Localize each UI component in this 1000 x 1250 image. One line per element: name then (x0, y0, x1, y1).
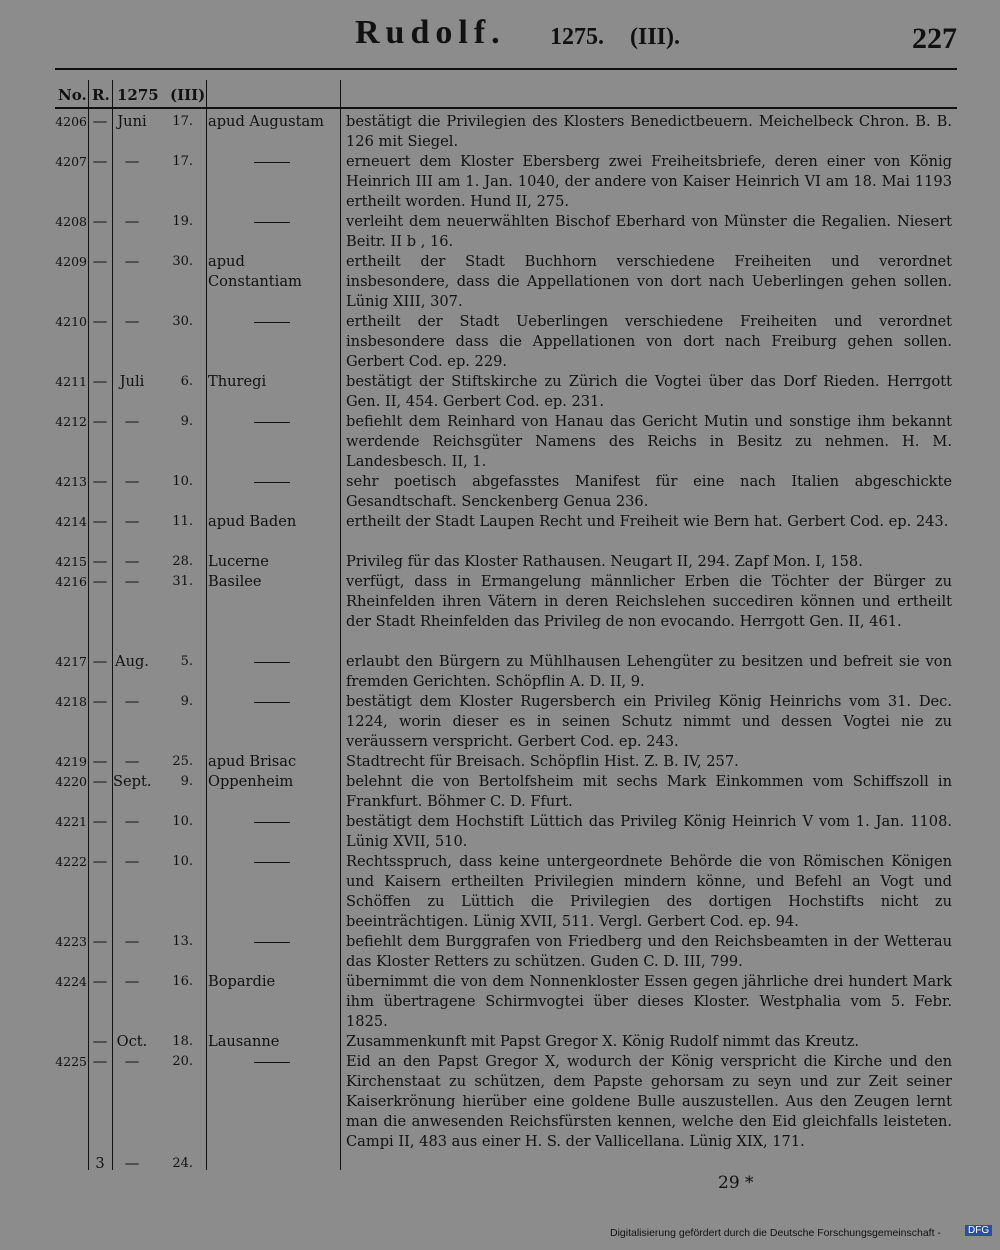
entry-number: 4209 (55, 254, 87, 269)
regest-text: Eid an den Papst Gregor X, wodurch der König verspricht die Kirche und den Kirchenstaat zu schützen, dem Papste gehorsam zu seyn und zur Zeit seiner Kaiserkrönung hierüber eine goldene Bulle auszustellen. Aus den Zeugen lernt man die anwesenden Reichsfürsten kennen, welche den Eid gleichfalls leisteten. Campi II, 483 aus einer H. S. der Vallicellana. Lünig XIX, 171. (346, 1053, 952, 1150)
day: 30. (172, 254, 193, 269)
regest-mark: — (92, 513, 108, 530)
table-head-rule (55, 107, 957, 109)
month: — (124, 693, 140, 710)
entry-number: 4210 (55, 314, 87, 329)
regest-mark: — (92, 1053, 108, 1070)
regest-mark: — (92, 113, 108, 130)
day: 30. (172, 314, 193, 329)
place: apud Brisac (208, 753, 297, 770)
regest-text: verleiht dem neuerwählten Bischof Eberhard von Münster die Regalien. Niesert Beitr. II b , 16. (346, 213, 952, 250)
day: 28. (172, 554, 193, 569)
entry-number: 4223 (55, 934, 87, 949)
regest-mark: — (92, 153, 108, 170)
month: Oct. (116, 1033, 148, 1050)
place: Bopardie (208, 973, 276, 990)
place: Oppenheim (208, 773, 294, 790)
day: 9. (180, 414, 193, 429)
regest-text: bestätigt dem Kloster Rugersberch ein Privileg König Heinrichs vom 31. Dec. 1224, worin dieser es in seinen Schutz nimmt und dessen Vogtei nie zu veräussern verspricht. Gerbert Cod. ep. 243. (346, 693, 952, 750)
day: 19. (172, 214, 193, 229)
month: Juli (119, 373, 145, 390)
entry-number: 4207 (55, 154, 87, 169)
digitization-note: Digitalisierung gefördert durch die Deutsche Forschungsgemeinschaft - (610, 1227, 941, 1239)
month: — (124, 573, 140, 590)
month: — (124, 253, 140, 270)
regest-text: befiehlt dem Burggrafen von Friedberg und den Reichsbeamten in der Wetterau das Kloster Retters zu schützen. Guden C. D. III, 799. (346, 933, 952, 970)
regest-mark: — (92, 753, 108, 770)
month: — (124, 1053, 140, 1070)
regest-mark: — (92, 693, 108, 710)
ditto-place-line (254, 482, 290, 483)
ditto-place-line (254, 702, 290, 703)
day: 24. (172, 1156, 193, 1171)
place: Thuregi (208, 373, 267, 390)
col-divider (206, 80, 207, 1170)
regest-mark: — (92, 1033, 108, 1050)
page-title: Rudolf. (355, 14, 506, 51)
entry-number: 4218 (55, 694, 87, 709)
day: 10. (172, 474, 193, 489)
entry-number: 4213 (55, 474, 87, 489)
place: apud Augustam (208, 113, 324, 130)
month: — (124, 473, 140, 490)
regest-mark: — (92, 853, 108, 870)
header-rule (55, 68, 957, 70)
day: 9. (180, 774, 193, 789)
regest-text: übernimmt die von dem Nonnenkloster Essen gegen jährliche drei hundert Mark ihm übertragene Schirmvogtei über dieses Kloster. Westphalia vom 5. Febr. 1825. (346, 973, 952, 1030)
entry-number: 4211 (55, 374, 87, 389)
day: 16. (172, 974, 193, 989)
place: Basilee (208, 573, 262, 590)
month: — (124, 413, 140, 430)
regest-text: Stadtrecht für Breisach. Schöpflin Hist. Z. B. IV, 257. (346, 753, 739, 770)
place: Lucerne (208, 553, 269, 570)
entry-number: 4224 (55, 974, 87, 989)
month: Sept. (113, 773, 152, 790)
place: apud Constantiam (208, 253, 302, 290)
regest-mark: — (92, 313, 108, 330)
regest-mark: — (92, 933, 108, 950)
col-divider (340, 80, 341, 1170)
entry-number: 4216 (55, 574, 87, 589)
regest-text: erneuert dem Kloster Ebersberg zwei Freiheitsbriefe, deren einer von König Heinrich III am 1. Jan. 1040, der andere von Kaiser Heinrich VI am 18. Mai 1193 ertheilt worden. Hund II, 275. (346, 153, 952, 210)
month: — (124, 853, 140, 870)
ditto-place-line (254, 662, 290, 663)
regest-text: bestätigt der Stiftskirche zu Zürich die Vogtei über das Dorf Rieden. Herrgott Gen. II, 454. Gerbert Cod. ep. 231. (346, 373, 952, 410)
ditto-place-line (254, 422, 290, 423)
entry-number: 4215 (55, 554, 87, 569)
col-head-part: (III) (170, 86, 206, 104)
day: 17. (172, 154, 193, 169)
month: Juni (117, 113, 147, 130)
place: apud Baden (208, 513, 297, 530)
month: — (124, 1155, 140, 1172)
col-head-r: R. (92, 86, 110, 104)
month: — (124, 213, 140, 230)
day: 11. (172, 514, 193, 529)
regest-text: bestätigt dem Hochstift Lüttich das Privileg König Heinrich V vom 1. Jan. 1108. Lünig XVII, 510. (346, 813, 952, 850)
day: 31. (172, 574, 193, 589)
regest-mark: — (92, 253, 108, 270)
regest-mark: — (92, 973, 108, 990)
col-divider (112, 80, 113, 1170)
month: — (124, 933, 140, 950)
regest-text: Zusammenkunft mit Papst Gregor X. König Rudolf nimmt das Kreutz. (346, 1033, 859, 1050)
entry-number: 4208 (55, 214, 87, 229)
day: 5. (180, 654, 193, 669)
ditto-place-line (254, 1062, 290, 1063)
month: — (124, 753, 140, 770)
month: — (124, 813, 140, 830)
entry-number: 4219 (55, 754, 87, 769)
day: 6. (180, 374, 193, 389)
month: Aug. (115, 653, 149, 670)
header-year: 1275. (550, 24, 604, 50)
regest-text: bestätigt die Privilegien des Klosters Benedictbeuern. Meichelbeck Chron. B. B. 126 mit Siegel. (346, 113, 952, 150)
regest-mark: — (92, 773, 108, 790)
entry-number: 4225 (55, 1054, 87, 1069)
day: 13. (172, 934, 193, 949)
month: — (124, 153, 140, 170)
regest-text: erlaubt den Bürgern zu Mühlhausen Lehengüter zu besitzen und befreit sie von fremden Gerichten. Schöpflin A. D. II, 9. (346, 653, 952, 690)
dfg-logo: DFG (965, 1225, 992, 1236)
header-part: (III). (630, 24, 681, 50)
regest-text: Rechtsspruch, dass keine untergeordnete Behörde die von Römischen Königen und Kaisern ertheilten Privilegien mindern könne, und Befehl an Vogt und Schöffen zu Lüttich die Privilegien des dortigen Hochstifts nicht zu beeinträchtigen. Lünig XVII, 511. Vergl. Gerbert Cod. ep. 94. (346, 853, 952, 930)
ditto-place-line (254, 162, 290, 163)
regest-text: ertheilt der Stadt Buchhorn verschiedene Freiheiten und verordnet insbesondere, dass die Appellationen von dort nach Ueberlingen gehen sollen. Lünig XIII, 307. (346, 253, 952, 310)
day: 9. (180, 694, 193, 709)
month: — (124, 513, 140, 530)
place: Lausanne (208, 1033, 280, 1050)
regest-text: Privileg für das Kloster Rathausen. Neugart II, 294. Zapf Mon. I, 158. (346, 553, 863, 570)
col-head-year: 1275 (117, 86, 159, 104)
ditto-place-line (254, 822, 290, 823)
col-head-no: No. (58, 86, 87, 104)
regest-text: befiehlt dem Reinhard von Hanau das Gericht Mutin und sonstige ihm bekannt werdende Reichsgüter Namens des Reichs in Besitz zu nehmen. H. M. Landesbesch. II, 1. (346, 413, 952, 470)
entry-number: 4206 (55, 114, 87, 129)
entry-number: 4212 (55, 414, 87, 429)
entry-number: 4217 (55, 654, 87, 669)
day: 18. (172, 1034, 193, 1049)
entry-number: 4214 (55, 514, 87, 529)
col-divider (88, 80, 89, 1170)
regest-mark: — (92, 413, 108, 430)
entry-number: 4221 (55, 814, 87, 829)
regest-mark: — (92, 373, 108, 390)
day: 20. (172, 1054, 193, 1069)
day: 10. (172, 814, 193, 829)
regest-mark: — (92, 813, 108, 830)
month: — (124, 973, 140, 990)
regest-mark: — (92, 213, 108, 230)
ditto-place-line (254, 222, 290, 223)
month: — (124, 553, 140, 570)
ditto-place-line (254, 862, 290, 863)
month: — (124, 313, 140, 330)
ditto-place-line (254, 942, 290, 943)
regest-text: belehnt die von Bertolfsheim mit sechs Mark Einkommen vom Schiffszoll in Frankfurt. Böhmer C. D. Ffurt. (346, 773, 952, 810)
regest-text: ertheilt der Stadt Laupen Recht und Freiheit wie Bern hat. Gerbert Cod. ep. 243. (346, 513, 949, 530)
regest-mark: — (92, 473, 108, 490)
day: 10. (172, 854, 193, 869)
day: 17. (172, 114, 193, 129)
ditto-place-line (254, 322, 290, 323)
entry-number: 4220 (55, 774, 87, 789)
regest-text: verfügt, dass in Ermangelung männlicher Erben die Töchter der Bürger zu Rheinfelden ihren Vätern in deren Reichslehen succediren können und ertheilt der Stadt Rheinfelden das Privileg de non evocando. Herrgott Gen. II, 461. (346, 573, 952, 630)
sheet-signature: 29 * (718, 1173, 754, 1193)
page-number: 227 (912, 22, 957, 55)
regest-text: ertheilt der Stadt Ueberlingen verschiedene Freiheiten und verordnet insbesondere dass die Appellationen von dort nach Freiburg gehen sollen. Gerbert Cod. ep. 229. (346, 313, 952, 370)
day: 25. (172, 754, 193, 769)
regest-text: sehr poetisch abgefasstes Manifest für eine nach Italien abgeschickte Gesandtschaft. Senckenberg Genua 236. (346, 473, 952, 510)
regest-mark: — (92, 553, 108, 570)
regest-mark: — (92, 653, 108, 670)
entry-number: 4222 (55, 854, 87, 869)
regest-mark: 3 (95, 1155, 105, 1172)
regest-mark: — (92, 573, 108, 590)
